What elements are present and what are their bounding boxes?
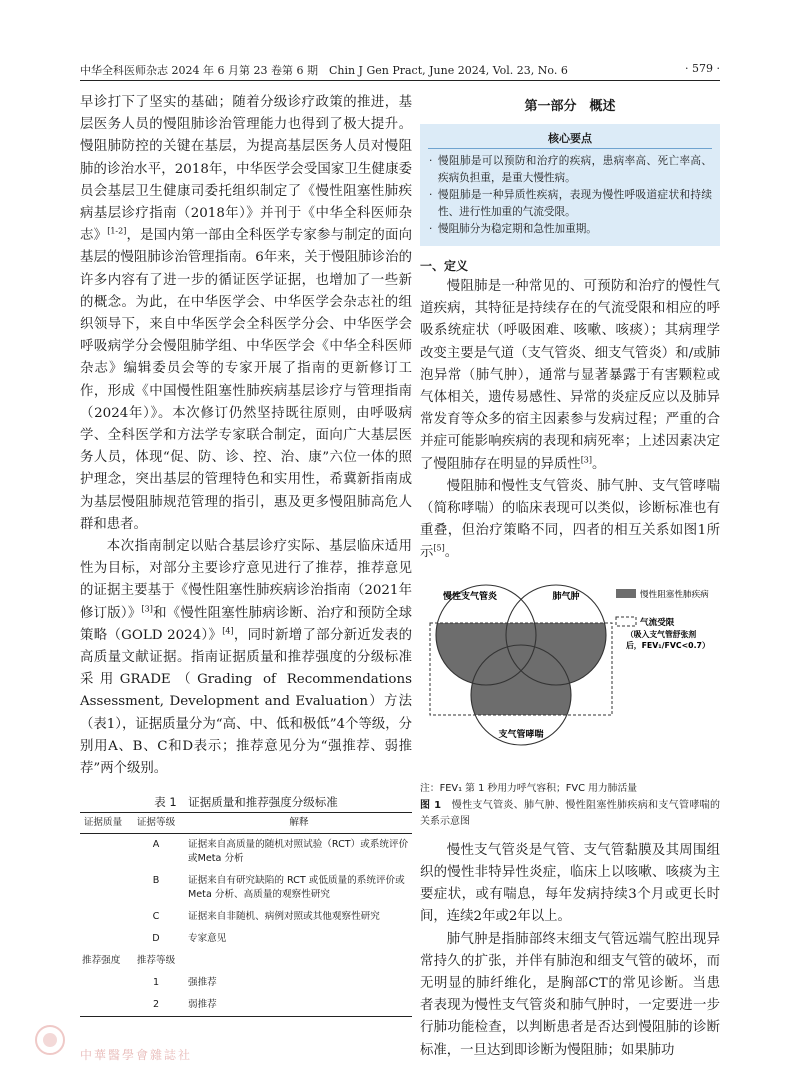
citation-ref[interactable]: [3] xyxy=(141,604,153,614)
table-row: D 专家意见 xyxy=(152,933,227,945)
table-row: 2 弱推荐 xyxy=(80,994,412,1017)
section-title: 第一部分 概述 xyxy=(524,99,616,114)
copd-region xyxy=(436,585,606,745)
key-points-title: 核心要点 xyxy=(428,130,712,149)
citation-ref[interactable]: [5] xyxy=(433,543,445,553)
citation-ref[interactable]: [4] xyxy=(222,626,234,636)
figure-caption: 图 1 慢性支气管炎、肺气肿、慢性阻塞性肺疾病和支气管哮喘的关系示意图 xyxy=(420,799,720,827)
legend-copd-label: 慢性阻塞性肺疾病 xyxy=(640,589,709,600)
table-row: 推荐强度 推荐等级 xyxy=(82,955,176,967)
key-points-box xyxy=(420,124,720,246)
bronchitis-label: 慢性支气管炎 xyxy=(442,591,498,602)
table-header: 证据等级 xyxy=(126,813,186,834)
key-point: · 慢阻肺分为稳定期和急性加重期。 xyxy=(428,221,712,238)
legend-airflow-detail: 后，FEV₁/FVC<0.7） xyxy=(626,640,710,650)
legend-copd-swatch xyxy=(616,589,636,598)
journal-citation: 中华全科医师杂志 2024 年 6 月第 23 卷第 6 期 Chin J Gen Pract, June 2024, Vol. 23, No. 6 xyxy=(80,64,568,77)
legend-airflow-swatch xyxy=(616,617,636,626)
evidence-grading-table xyxy=(80,812,412,1017)
table-title: 表 1 证据质量和推荐强度分级标准 xyxy=(154,795,338,810)
citation-ref[interactable]: [1-2] xyxy=(107,226,127,236)
citation-ref[interactable]: [3] xyxy=(580,455,593,465)
legend-airflow-label: 气流受限 xyxy=(640,617,675,628)
publisher-logo-text: 中華醫學會雜誌社 xyxy=(80,1048,193,1062)
bronchitis-paragraph: 慢性支气管炎是气管、支气管黏膜及其周围组织的慢性非特异性炎症，临床上以咳嗽、咳痰为主要症状，或有喘息，每年发病持续3个月或更长时间，连续2年或2年以上。 xyxy=(420,842,720,925)
relationship-paragraph: 慢阻肺和慢性支气管炎、肺气肿、支气管哮喘（简称哮喘）的临床表现可以类似，诊断标准也有重叠，但治疗策略不同，四者的相互关系如图1所示[5]。 xyxy=(420,478,720,561)
table-row: A 证据来自高质量的随机对照试验（RCT）或系统评价或Meta 分析 xyxy=(152,839,409,865)
emphysema-label: 肺气肿 xyxy=(552,591,580,602)
table-row: B 证据来自有研究缺陷的 RCT 或低质量的系统评价或Meta 分析、高质量的观察性研究 xyxy=(152,875,405,901)
key-point: · 慢阻肺是可以预防和治疗的疾病，患病率高、死亡率高、疾病负担重，是重大慢性病。 xyxy=(428,153,712,187)
table-row: C 证据来自非随机、病例对照或其他观察性研究 xyxy=(152,911,380,923)
right-column xyxy=(420,92,720,1062)
definition-heading: 一、定义 xyxy=(420,259,469,273)
table-header: 解释 xyxy=(186,813,412,834)
figure-note: 注：FEV₁ 第 1 秒用力呼气容积；FVC 用力肺活量 xyxy=(420,782,638,794)
page-number: · 579 · xyxy=(685,62,720,75)
emphysema-paragraph: 肺气肿是指肺部终末细支气管远端气腔出现异常持久的扩张，并伴有肺泡和细支气管的破坏，而无明显的肺纤维化，是胸部CT的常见诊断。当患者表现为慢性支气管炎和肺气肿时，一定要进一步行肺功能检查，以判断患者是否达到慢阻肺的诊断标准，一旦达到即诊断为慢阻肺；如果肺功 xyxy=(420,931,720,1058)
method-paragraph: 本次指南制定以贴合基层诊疗实际、基层临床适用性为目标，对部分主要诊疗意见进行了推荐，推荐意见的证据主要基于《慢性阻塞性肺疾病诊治指南（2021年修订版）》[3]和《慢性阻塞性肺病诊断、治疗和预防全球策略（GOLD 2024）》[4]，同时新增了部分新近发表的高质量文献证据。指南证据质量和推荐强度的分级标准采用GRADE（Grading of Recommendations Assessment, Development and Evaluation）方法（表1），证据质量分为“高、中、低和极低”4个等级，分别用A、B、C和D表示；推荐意见分为“强推荐、弱推荐”两个级别。 xyxy=(80,539,413,777)
left-column xyxy=(80,92,412,1017)
asthma-label: 支气管哮喘 xyxy=(498,729,544,740)
venn-diagram-figure xyxy=(420,575,720,771)
key-point: · 慢阻肺是一种异质性疾病，表现为慢性呼吸道症状和持续性、进行性加重的气流受限。 xyxy=(428,187,712,221)
legend-airflow-detail: （吸入支气管舒张剂 xyxy=(626,629,697,639)
table-header: 证据质量 xyxy=(80,813,126,834)
table-row: 1 强推荐 xyxy=(152,977,217,989)
header-rule xyxy=(80,80,720,81)
definition-paragraph: 慢阻肺是一种常见的、可预防和治疗的慢性气道疾病，其特征是持续存在的气流受限和相应的呼吸系统症状（呼吸困难、咳嗽、咳痰）；其病理学改变主要是气道（支气管炎、细支气管炎）和/或肺泡异常（肺气肿），通常与显著暴露于有害颗粒或气体相关，遗传易感性、异常的炎症反应以及肺异常发育等众多的宿主因素参与发病过程；严重的合并症可能影响疾病的表现和病死率；上述因素决定了慢阻肺存在明显的异质性[3]。 xyxy=(420,279,720,472)
intro-paragraph: 早诊打下了坚实的基础；随着分级诊疗政策的推进，基层医务人员的慢阻肺诊治管理能力也得到了极大提升。慢阻肺防控的关键在基层，为提高基层医务人员对慢阻肺的诊治水平，2018年，中华医学会受国家卫生健康委员会基层卫生健康司委托组织制定了《慢性阻塞性肺疾病基层诊疗指南（2018年）》并刊于《中华全科医师杂志》[1-2]，是国内第一部由全科医学专家参与制定的面向基层的慢阻肺诊治管理指南。6年来，关于慢阻肺诊治的许多内容有了进一步的循证医学证据，也增加了一些新的概念。为此，在中华医学会、中华医学会杂志社的组织领导下，来自中华医学会全科医学分会、中华医学会呼吸病学分会慢阻肺学组、中华医学会《中华全科医师杂志》编辑委员会等的专家开展了指南的更新修订工作，形成《中国慢性阻塞性肺疾病基层诊疗与管理指南（2024年）》。本次修订仍然坚持既往原则，由呼吸病学、全科医学和方法学专家联合制定，面向广大基层医务人员，体现“促、防、诊、控、治、康”六位一体的照护理念，突出基层的管理特色和实用性，希冀新指南成为基层慢阻肺规范管理的指引，惠及更多慢阻肺高危人群和患者。 xyxy=(80,95,413,532)
publisher-seal-icon xyxy=(30,1020,70,1060)
